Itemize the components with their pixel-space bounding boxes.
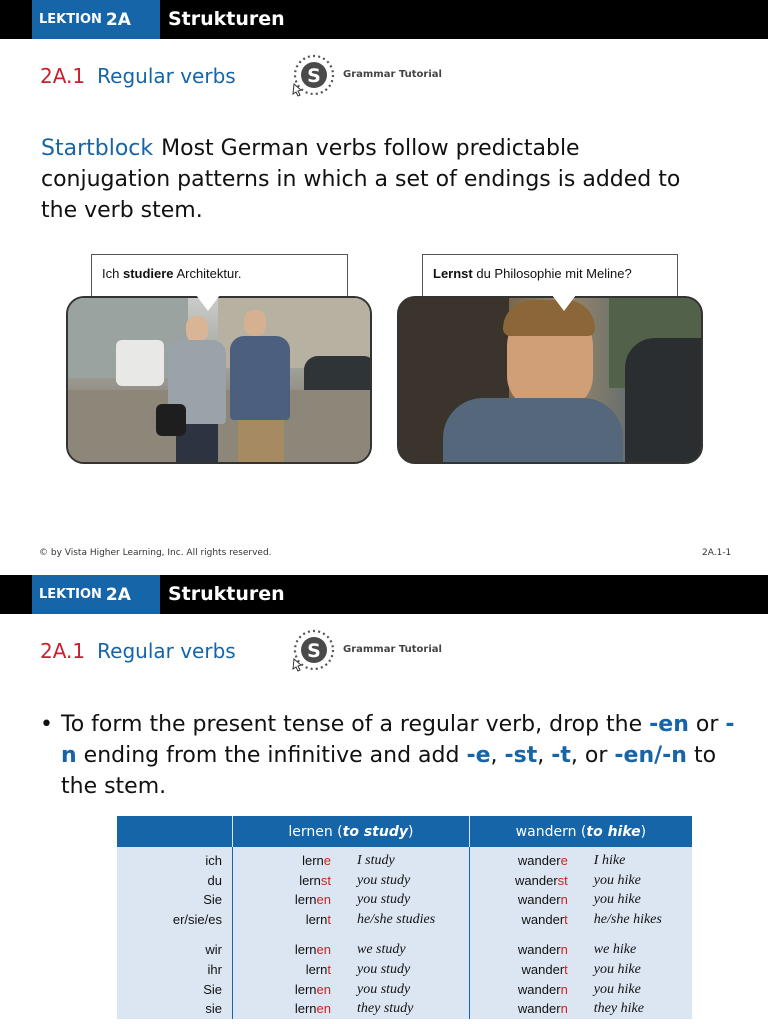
header-translation: to hike bbox=[586, 823, 641, 840]
grammar-tutorial-link[interactable] bbox=[291, 54, 451, 98]
wandern-translation: they hike bbox=[593, 1001, 644, 1017]
s-cursor-icon bbox=[291, 629, 337, 673]
verb-ending: en bbox=[316, 942, 331, 958]
bubble-left-verb: studiere bbox=[122, 266, 174, 281]
verb-stem: lern bbox=[294, 981, 317, 997]
ending-highlight: -en/-n bbox=[614, 743, 687, 768]
verb-ending: t bbox=[327, 961, 331, 977]
wandern-form bbox=[469, 847, 570, 871]
lernen-translation: you study bbox=[333, 890, 469, 910]
lektion-number: 2A bbox=[105, 584, 131, 605]
verb-stem: wander bbox=[517, 981, 561, 997]
startblock-paragraph bbox=[41, 133, 691, 226]
header-title: Strukturen bbox=[168, 583, 285, 605]
verb-ending: en bbox=[316, 1001, 331, 1017]
rule-text-part: , bbox=[537, 743, 552, 768]
wandern-translation: you hike bbox=[593, 981, 641, 997]
conjugation-table bbox=[117, 816, 692, 1019]
speech-bubble-left bbox=[91, 254, 348, 296]
rule-text-part: , or bbox=[570, 743, 615, 768]
pronoun-cell: wir bbox=[117, 940, 233, 960]
ending-highlight: -e bbox=[466, 743, 491, 768]
tutorial-label: Grammar Tutorial bbox=[343, 644, 442, 655]
wandern-translation: you hike bbox=[593, 961, 641, 977]
pronoun-cell: Sie bbox=[117, 890, 233, 910]
verb-ending: t bbox=[564, 911, 568, 927]
section-title: Regular verbs bbox=[97, 64, 236, 88]
header-verb: wandern bbox=[515, 823, 577, 840]
bubble-left-post: Architektur. bbox=[173, 266, 242, 281]
verb-stem: lern bbox=[294, 1001, 317, 1017]
lernen-form bbox=[233, 847, 334, 871]
table-row bbox=[117, 890, 692, 910]
table-row bbox=[117, 940, 692, 960]
lernen-form bbox=[233, 999, 334, 1019]
ending-highlight: -st bbox=[504, 743, 538, 768]
rule-text-part: To form the present tense of a regular verb, drop the bbox=[61, 712, 650, 737]
lernen-form bbox=[233, 871, 334, 891]
slide-2 bbox=[0, 575, 768, 1024]
ending-highlight: -t bbox=[551, 743, 571, 768]
bubble-right-verb: Lernst bbox=[433, 266, 473, 281]
rule-text-part: to the stem. bbox=[61, 743, 717, 799]
lernen-form bbox=[233, 910, 334, 930]
ending-highlight: -n bbox=[61, 712, 735, 768]
header-translation: to study bbox=[342, 823, 408, 840]
table-row bbox=[117, 871, 692, 891]
rule-text bbox=[61, 709, 740, 802]
wandern-translation: we hike bbox=[593, 942, 637, 958]
lernen-form bbox=[233, 940, 334, 960]
bubble-right-post: du Philosophie mit Meline? bbox=[472, 266, 632, 281]
verb-ending: t bbox=[564, 961, 568, 977]
rule-bullet bbox=[40, 709, 740, 802]
wandern-form bbox=[469, 890, 570, 910]
rule-text-part: or bbox=[688, 712, 726, 737]
header-paren: ) bbox=[407, 823, 414, 840]
wandern-translation: you hike bbox=[593, 872, 641, 888]
verb-ending: n bbox=[560, 1001, 568, 1017]
lernen-translation: you study bbox=[333, 871, 469, 891]
verb-stem: wander bbox=[515, 872, 558, 888]
startblock-text: Most German verbs follow predictable conjugation patterns in which a set of endings is added to the verb stem. bbox=[41, 136, 681, 223]
verb-stem: wander bbox=[521, 911, 565, 927]
verb-ending: st bbox=[557, 872, 568, 888]
wandern-form bbox=[469, 910, 570, 930]
verb-stem: lern bbox=[294, 892, 317, 908]
wandern-translation: he/she hikes bbox=[593, 911, 662, 927]
table-header-row bbox=[117, 816, 692, 847]
verb-stem: lern bbox=[302, 853, 324, 868]
verb-ending: e bbox=[323, 853, 331, 868]
lernen-header bbox=[233, 816, 470, 847]
slide-page-number: 2A.1-1 bbox=[702, 548, 732, 558]
wandern-form bbox=[469, 980, 570, 1000]
wandern-translation: I hike bbox=[593, 853, 626, 868]
lernen-translation: we study bbox=[333, 940, 469, 960]
verb-ending: e bbox=[560, 853, 568, 868]
header-verb: lernen bbox=[288, 823, 333, 840]
wandern-header bbox=[469, 816, 692, 847]
verb-ending: t bbox=[327, 911, 331, 927]
section-number: 2A.1 bbox=[40, 639, 86, 663]
startblock-label: Startblock bbox=[41, 136, 154, 161]
ending-highlight: -en bbox=[649, 712, 689, 737]
table-gap-row bbox=[117, 929, 692, 940]
pronoun-cell: ihr bbox=[117, 960, 233, 980]
lernen-form bbox=[233, 890, 334, 910]
lernen-translation: you study bbox=[333, 980, 469, 1000]
bubble-left-tail bbox=[196, 295, 220, 311]
grammar-tutorial-link[interactable] bbox=[291, 629, 451, 673]
lernen-translation: he/she studies bbox=[333, 910, 469, 930]
slide-header bbox=[0, 0, 768, 39]
conjugation-body bbox=[117, 847, 692, 1019]
verb-stem: wander bbox=[517, 942, 561, 958]
verb-ending: st bbox=[320, 872, 331, 888]
header-paren: ( bbox=[332, 823, 343, 840]
pronoun-cell: sie bbox=[117, 999, 233, 1019]
tutorial-label: Grammar Tutorial bbox=[343, 69, 442, 80]
header-paren: ( bbox=[576, 823, 587, 840]
speech-bubble-right bbox=[422, 254, 678, 296]
header-paren: ) bbox=[640, 823, 647, 840]
s-cursor-icon bbox=[291, 54, 337, 98]
verb-ending: en bbox=[316, 892, 331, 908]
wandern-form bbox=[469, 960, 570, 980]
rule-text-part: ending from the infinitive and add bbox=[76, 743, 467, 768]
pronoun-cell: Sie bbox=[117, 980, 233, 1000]
rule-text-part: , bbox=[490, 743, 505, 768]
verb-stem: wander bbox=[517, 853, 561, 868]
table-row bbox=[117, 960, 692, 980]
table-row bbox=[117, 910, 692, 930]
bullet-dot: • bbox=[40, 712, 53, 737]
verb-stem: wander bbox=[517, 892, 561, 908]
header-title: Strukturen bbox=[168, 8, 285, 30]
lektion-number: 2A bbox=[105, 9, 131, 30]
street-photo bbox=[66, 296, 372, 464]
lernen-translation: you study bbox=[333, 960, 469, 980]
lernen-translation: I study bbox=[333, 847, 469, 871]
verb-stem: lern bbox=[294, 942, 317, 958]
wandern-form bbox=[469, 999, 570, 1019]
lernen-form bbox=[233, 960, 334, 980]
svg-text:S: S bbox=[307, 640, 321, 662]
wandern-form bbox=[469, 940, 570, 960]
verb-ending: en bbox=[316, 981, 331, 997]
verb-ending: n bbox=[560, 942, 568, 958]
copyright-notice: © by Vista Higher Learning, Inc. All rights reserved. bbox=[39, 548, 272, 558]
dialogue-photos bbox=[66, 248, 706, 466]
cafe-photo bbox=[397, 296, 703, 464]
svg-text:S: S bbox=[307, 65, 321, 87]
table-row bbox=[117, 847, 692, 871]
verb-stem: wander bbox=[517, 1001, 561, 1017]
verb-stem: lern bbox=[305, 911, 328, 927]
lernen-translation: they study bbox=[333, 999, 469, 1019]
lektion-word: LEKTION bbox=[39, 587, 102, 602]
section-heading bbox=[40, 64, 236, 88]
table-row bbox=[117, 999, 692, 1019]
bubble-left-pre: Ich bbox=[102, 266, 123, 281]
verb-ending: n bbox=[560, 981, 568, 997]
wandern-form bbox=[469, 871, 570, 891]
section-title: Regular verbs bbox=[97, 639, 236, 663]
lektion-badge bbox=[32, 575, 160, 614]
verb-stem: wander bbox=[521, 961, 565, 977]
verb-ending: n bbox=[560, 892, 568, 908]
section-heading bbox=[40, 639, 236, 663]
lektion-word: LEKTION bbox=[39, 12, 102, 27]
wandern-translation: you hike bbox=[593, 892, 641, 908]
pronoun-header bbox=[117, 816, 233, 847]
table-row bbox=[117, 980, 692, 1000]
verb-stem: lern bbox=[305, 961, 328, 977]
pronoun-cell: er/sie/es bbox=[117, 910, 233, 930]
bubble-right-tail bbox=[552, 295, 576, 311]
lernen-form bbox=[233, 980, 334, 1000]
verb-stem: lern bbox=[299, 872, 321, 888]
lektion-badge bbox=[32, 0, 160, 39]
pronoun-cell: du bbox=[117, 871, 233, 891]
slide-header bbox=[0, 575, 768, 614]
section-number: 2A.1 bbox=[40, 64, 86, 88]
pronoun-cell: ich bbox=[117, 847, 233, 871]
